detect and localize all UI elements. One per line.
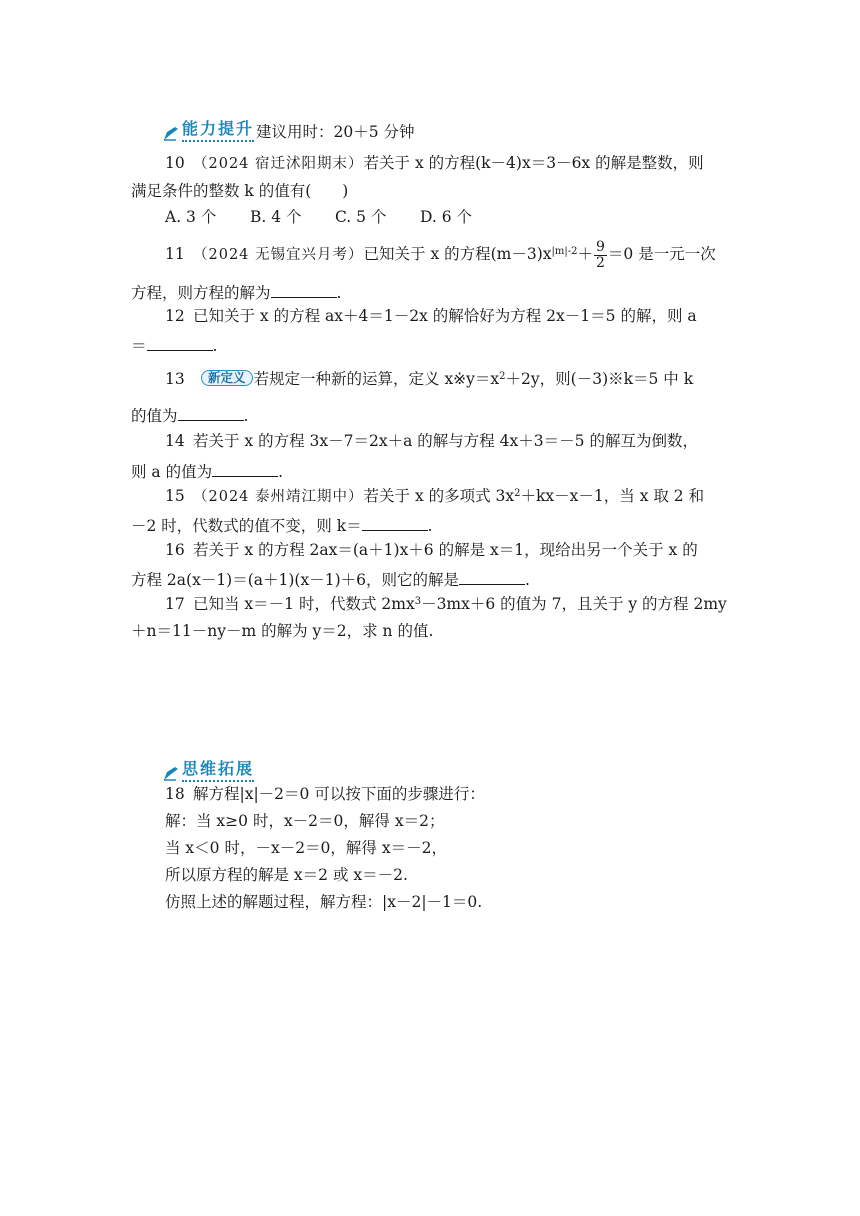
section-ability-header	[162, 116, 415, 142]
period: .	[524, 571, 530, 589]
q13-line1	[131, 369, 731, 388]
option-d: D. 6 个	[420, 208, 473, 226]
question-text: ＋2y，则(－3)※k＝5 中 k	[505, 370, 694, 388]
q18-line1	[131, 787, 731, 803]
question-text: 解方程|x|－2＝0 可以按下面的步骤进行：	[193, 785, 485, 803]
question-text: 已知关于 x 的方程 ax＋4＝1－2x 的解恰好为方程 2x－1＝5 的解，则 a	[193, 307, 697, 325]
exponent: 3	[414, 596, 422, 607]
question-text: 若关于 x 的方程 3x－7＝2x＋a 的解与方程 4x＋3＝－5 的解互为倒数，	[193, 432, 698, 450]
section-title: 能力提升	[182, 116, 254, 142]
question-number: 13	[165, 370, 185, 388]
question-text: －2 时，代数式的值不变，则 k＝	[131, 517, 362, 535]
q18-line3	[165, 841, 765, 857]
section-title: 思维拓展	[182, 756, 254, 782]
answer-blank[interactable]	[459, 570, 525, 585]
q18-line5	[165, 895, 765, 911]
period: .	[427, 517, 433, 535]
question-text: 若规定一种新的运算，定义 x※y＝x	[253, 370, 500, 388]
q11-line2	[131, 283, 731, 302]
q18-line4	[165, 868, 765, 884]
question-number: 12	[165, 307, 185, 325]
question-text: 若关于 x 的多项式 3x	[363, 487, 515, 505]
answer-blank[interactable]	[271, 283, 337, 298]
question-number: 15	[165, 487, 185, 505]
question-text: 方程 2a(x－1)＝(a＋1)(x－1)＋6，则它的解是	[131, 571, 459, 589]
q18-line2	[165, 814, 765, 830]
fraction	[594, 240, 607, 270]
question-number: 16	[165, 541, 185, 559]
q10-line2	[131, 184, 731, 200]
question-text: ＝	[131, 337, 147, 355]
q16-line1	[131, 543, 731, 559]
plus-sign: ＋	[577, 245, 593, 264]
question-number: 18	[165, 785, 185, 803]
q10-options	[165, 210, 765, 226]
answer-blank[interactable]	[212, 462, 278, 477]
question-text: 若关于 x 的方程(k－4)x＝3－6x 的解是整数，则	[363, 154, 704, 172]
question-number: 11	[165, 245, 185, 264]
solution-text: 当 x＜0 时，－x－2＝0，解得 x＝－2，	[165, 839, 447, 857]
question-text: ＋n＝11－ny－m 的解为 y＝2，求 n 的值.	[131, 622, 434, 640]
period: .	[212, 337, 218, 355]
fraction-denominator: 2	[596, 254, 605, 271]
section-thinking-header	[162, 756, 254, 782]
answer-blank[interactable]	[362, 516, 428, 531]
solution-text: 解：当 x≥0 时，x－2＝0，解得 x＝2；	[165, 812, 445, 830]
period: .	[336, 284, 342, 302]
q13-line2	[131, 406, 731, 425]
question-text: 方程，则方程的解为	[131, 284, 271, 302]
q16-line2	[131, 570, 731, 589]
q10-line1	[131, 156, 731, 172]
question-text: 若关于 x 的方程 2ax＝(a＋1)x＋6 的解是 x＝1，现给出另一个关于 x 的	[193, 541, 698, 559]
q17-line2	[131, 624, 731, 640]
solution-text: 所以原方程的解是 x＝2 或 x＝－2.	[165, 866, 408, 884]
pencil-icon	[162, 766, 180, 782]
q11-line1	[131, 240, 731, 270]
question-text: －3mx＋6 的值为 7，且关于 y 的方程 2my	[421, 595, 727, 613]
question-number: 10	[165, 154, 185, 172]
answer-blank[interactable]	[147, 336, 213, 351]
question-text: 已知关于 x 的方程(m－3)x	[363, 245, 552, 264]
question-text: 已知当 x＝－1 时，代数式 2mx	[193, 595, 415, 613]
exponent: |m|-2	[551, 246, 578, 258]
question-text: 的值为	[131, 407, 178, 425]
q17-line1	[131, 597, 731, 613]
question-text: 满足条件的整数 k 的值有( )	[131, 182, 349, 200]
question-text: ＋kx－x－1，当 x 取 2 和	[520, 487, 705, 505]
exponent: 2	[514, 488, 521, 499]
suggested-time: 建议用时：20＋5 分钟	[256, 123, 415, 141]
answer-blank[interactable]	[178, 406, 244, 421]
question-source: （2024 无锡宜兴月考）	[193, 247, 364, 264]
period: .	[243, 407, 249, 425]
option-c: C. 5 个	[335, 208, 387, 226]
option-a: A. 3 个	[165, 208, 217, 226]
question-text: 仿照上述的解题过程，解方程：|x－2|－1＝0.	[165, 893, 483, 911]
q14-line1	[131, 434, 731, 450]
q12-line1	[131, 309, 731, 325]
question-text: ＝0 是一元一次	[607, 245, 716, 264]
question-source: （2024 泰州靖江期中）	[193, 489, 364, 505]
q15-line1	[131, 489, 731, 505]
option-b: B. 4 个	[250, 208, 302, 226]
pencil-icon	[162, 126, 180, 142]
question-number: 14	[165, 432, 185, 450]
question-number: 17	[165, 595, 185, 613]
q14-line2	[131, 462, 731, 481]
question-text: 则 a 的值为	[131, 463, 213, 481]
fraction-numerator: 9	[596, 239, 605, 255]
q12-line2	[131, 336, 731, 355]
exponent: 2	[499, 371, 506, 382]
q15-line2	[131, 516, 731, 535]
question-source: （2024 宿迁沭阳期末）	[193, 156, 364, 172]
period: .	[278, 463, 284, 481]
new-definition-badge: 新定义	[201, 370, 253, 387]
